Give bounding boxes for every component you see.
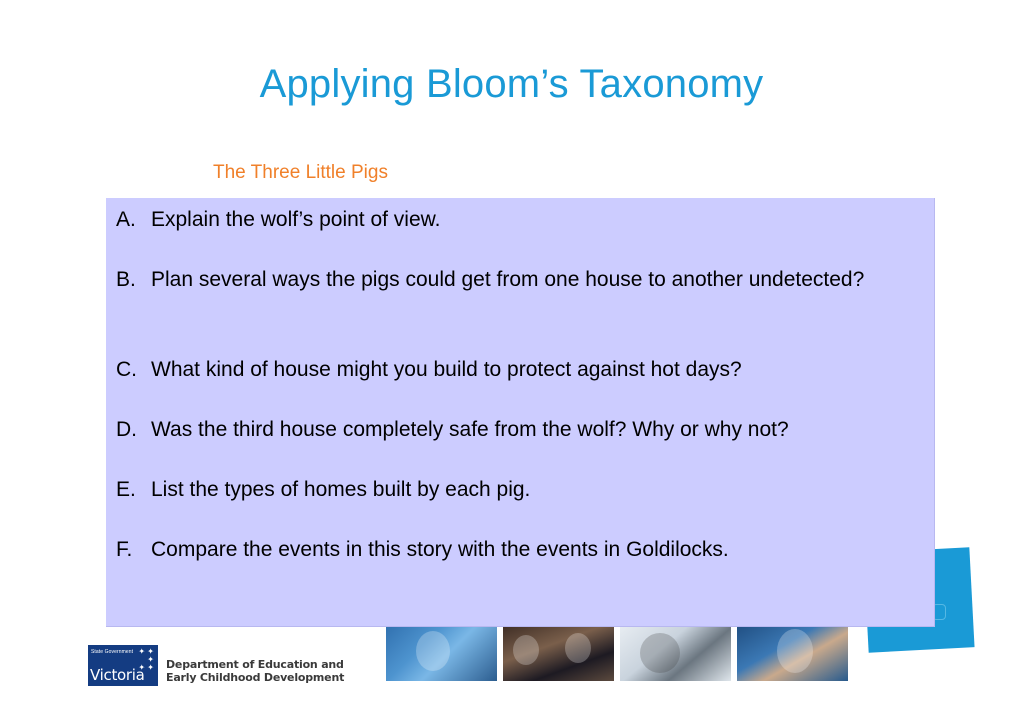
- photo-strip: [386, 623, 848, 681]
- question-letter: E.: [116, 478, 136, 501]
- question-text: Plan several ways the pigs could get from one house to another undetected?: [151, 268, 865, 291]
- slide-subtitle: The Three Little Pigs: [213, 162, 388, 183]
- slide-title: Applying Bloom’s Taxonomy: [259, 62, 764, 106]
- question-item-f: [116, 535, 916, 565]
- question-letter: D.: [116, 418, 137, 441]
- question-item-e: [116, 475, 916, 505]
- question-item-b: [116, 265, 916, 295]
- victoria-state-logo: [88, 645, 158, 686]
- question-letter: F.: [116, 538, 133, 561]
- question-item-d: [116, 415, 916, 445]
- question-text: List the types of homes built by each pig.: [151, 478, 531, 501]
- question-letter: B.: [116, 268, 136, 291]
- question-letter: C.: [116, 358, 137, 381]
- question-item-c: [116, 355, 916, 385]
- southern-cross-icon: ✦ ✦ ✦ ✦ ✦: [138, 647, 154, 672]
- question-item-a: [116, 205, 916, 235]
- logo-victoria-text: Victoria: [90, 666, 145, 684]
- department-line-2: Early Childhood Development: [166, 671, 345, 684]
- department-line-1: Department of Education and: [166, 658, 344, 671]
- students-photo-4: [737, 623, 848, 681]
- question-letter: A.: [116, 208, 136, 231]
- students-photo-3: [620, 623, 731, 681]
- students-photo-1: [386, 623, 497, 681]
- department-name: [166, 658, 344, 684]
- question-text: Compare the events in this story with the events in Goldilocks.: [151, 538, 729, 561]
- question-text: What kind of house might you build to protect against hot days?: [151, 358, 742, 381]
- question-text: Was the third house completely safe from the wolf? Why or why not?: [151, 418, 789, 441]
- question-text: Explain the wolf’s point of view.: [151, 208, 441, 231]
- question-box: [106, 198, 935, 627]
- students-photo-2: [503, 623, 614, 681]
- logo-state-government-text: State Government: [91, 649, 134, 655]
